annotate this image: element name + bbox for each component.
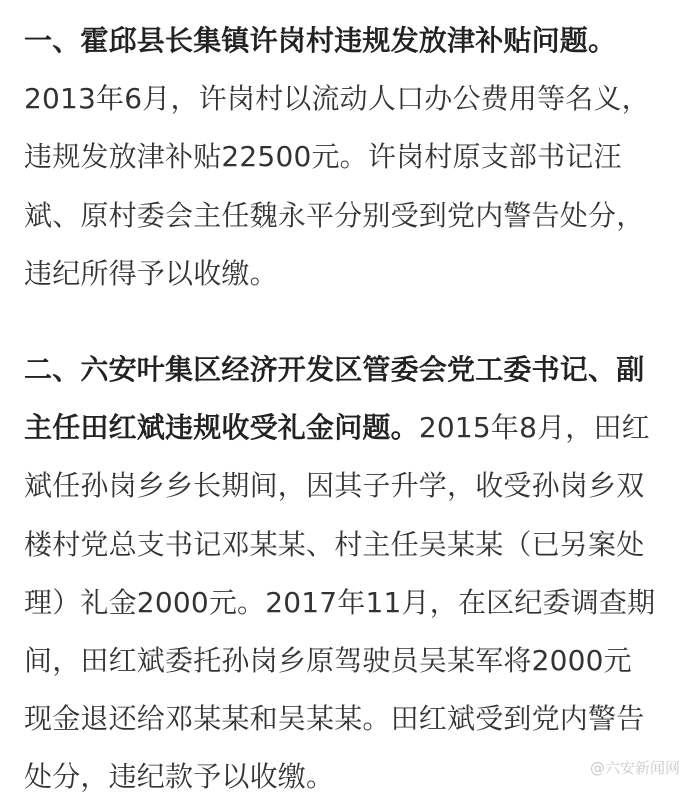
paragraph-2 [24,341,674,807]
text-line [24,457,674,515]
line-text: 处分，违纪款予以收缴。 [24,760,335,794]
line-text: 2015年8月，田红 [418,411,650,445]
section-heading: 一、霍邱县长集镇许岗村违规发放津补贴问题。 [24,24,617,57]
line-text: 违规发放津补贴22500元。许岗村原支部书记汪 [24,140,622,174]
line-text: 斌任孙岗乡乡长期间，因其子升学，收受孙岗乡双 [24,469,645,503]
line-text: 楼村党总支书记邓某某、村主任吴某某（已另案处 [24,527,645,561]
text-line [24,690,674,748]
text-line [24,399,674,457]
text-line [24,245,674,303]
line-text: 2013年6月，许岗村以流动人口办公费用等名义， [24,82,650,116]
text-line [24,632,674,690]
section-heading: 主任田红斌违规收受礼金问题。 [24,411,419,445]
line-text: 现金退还给邓某某和吴某某。田红斌受到党内警告 [24,702,645,736]
text-line [24,12,674,70]
line-text: 间，田红斌委托孙岗乡原驾驶员吴某军将2000元 [24,643,632,677]
text-line [24,128,674,186]
line-text: 斌、原村委会主任魏永平分别受到党内警告处分， [24,198,645,232]
text-line [24,574,674,632]
text-line [24,187,674,245]
line-text: 理）礼金2000元。2017年11月，在区纪委调查期 [24,585,656,619]
paragraph-1 [24,12,674,303]
text-line [24,70,674,128]
text-line [24,341,674,399]
section-heading: 二、六安叶集区经济开发区管委会党工委书记、副 [24,353,645,386]
text-line [24,516,674,574]
line-text: 违纪所得予以收缴。 [24,256,278,290]
text-line [24,748,674,806]
watermark: @六安新闻网 [589,759,680,777]
